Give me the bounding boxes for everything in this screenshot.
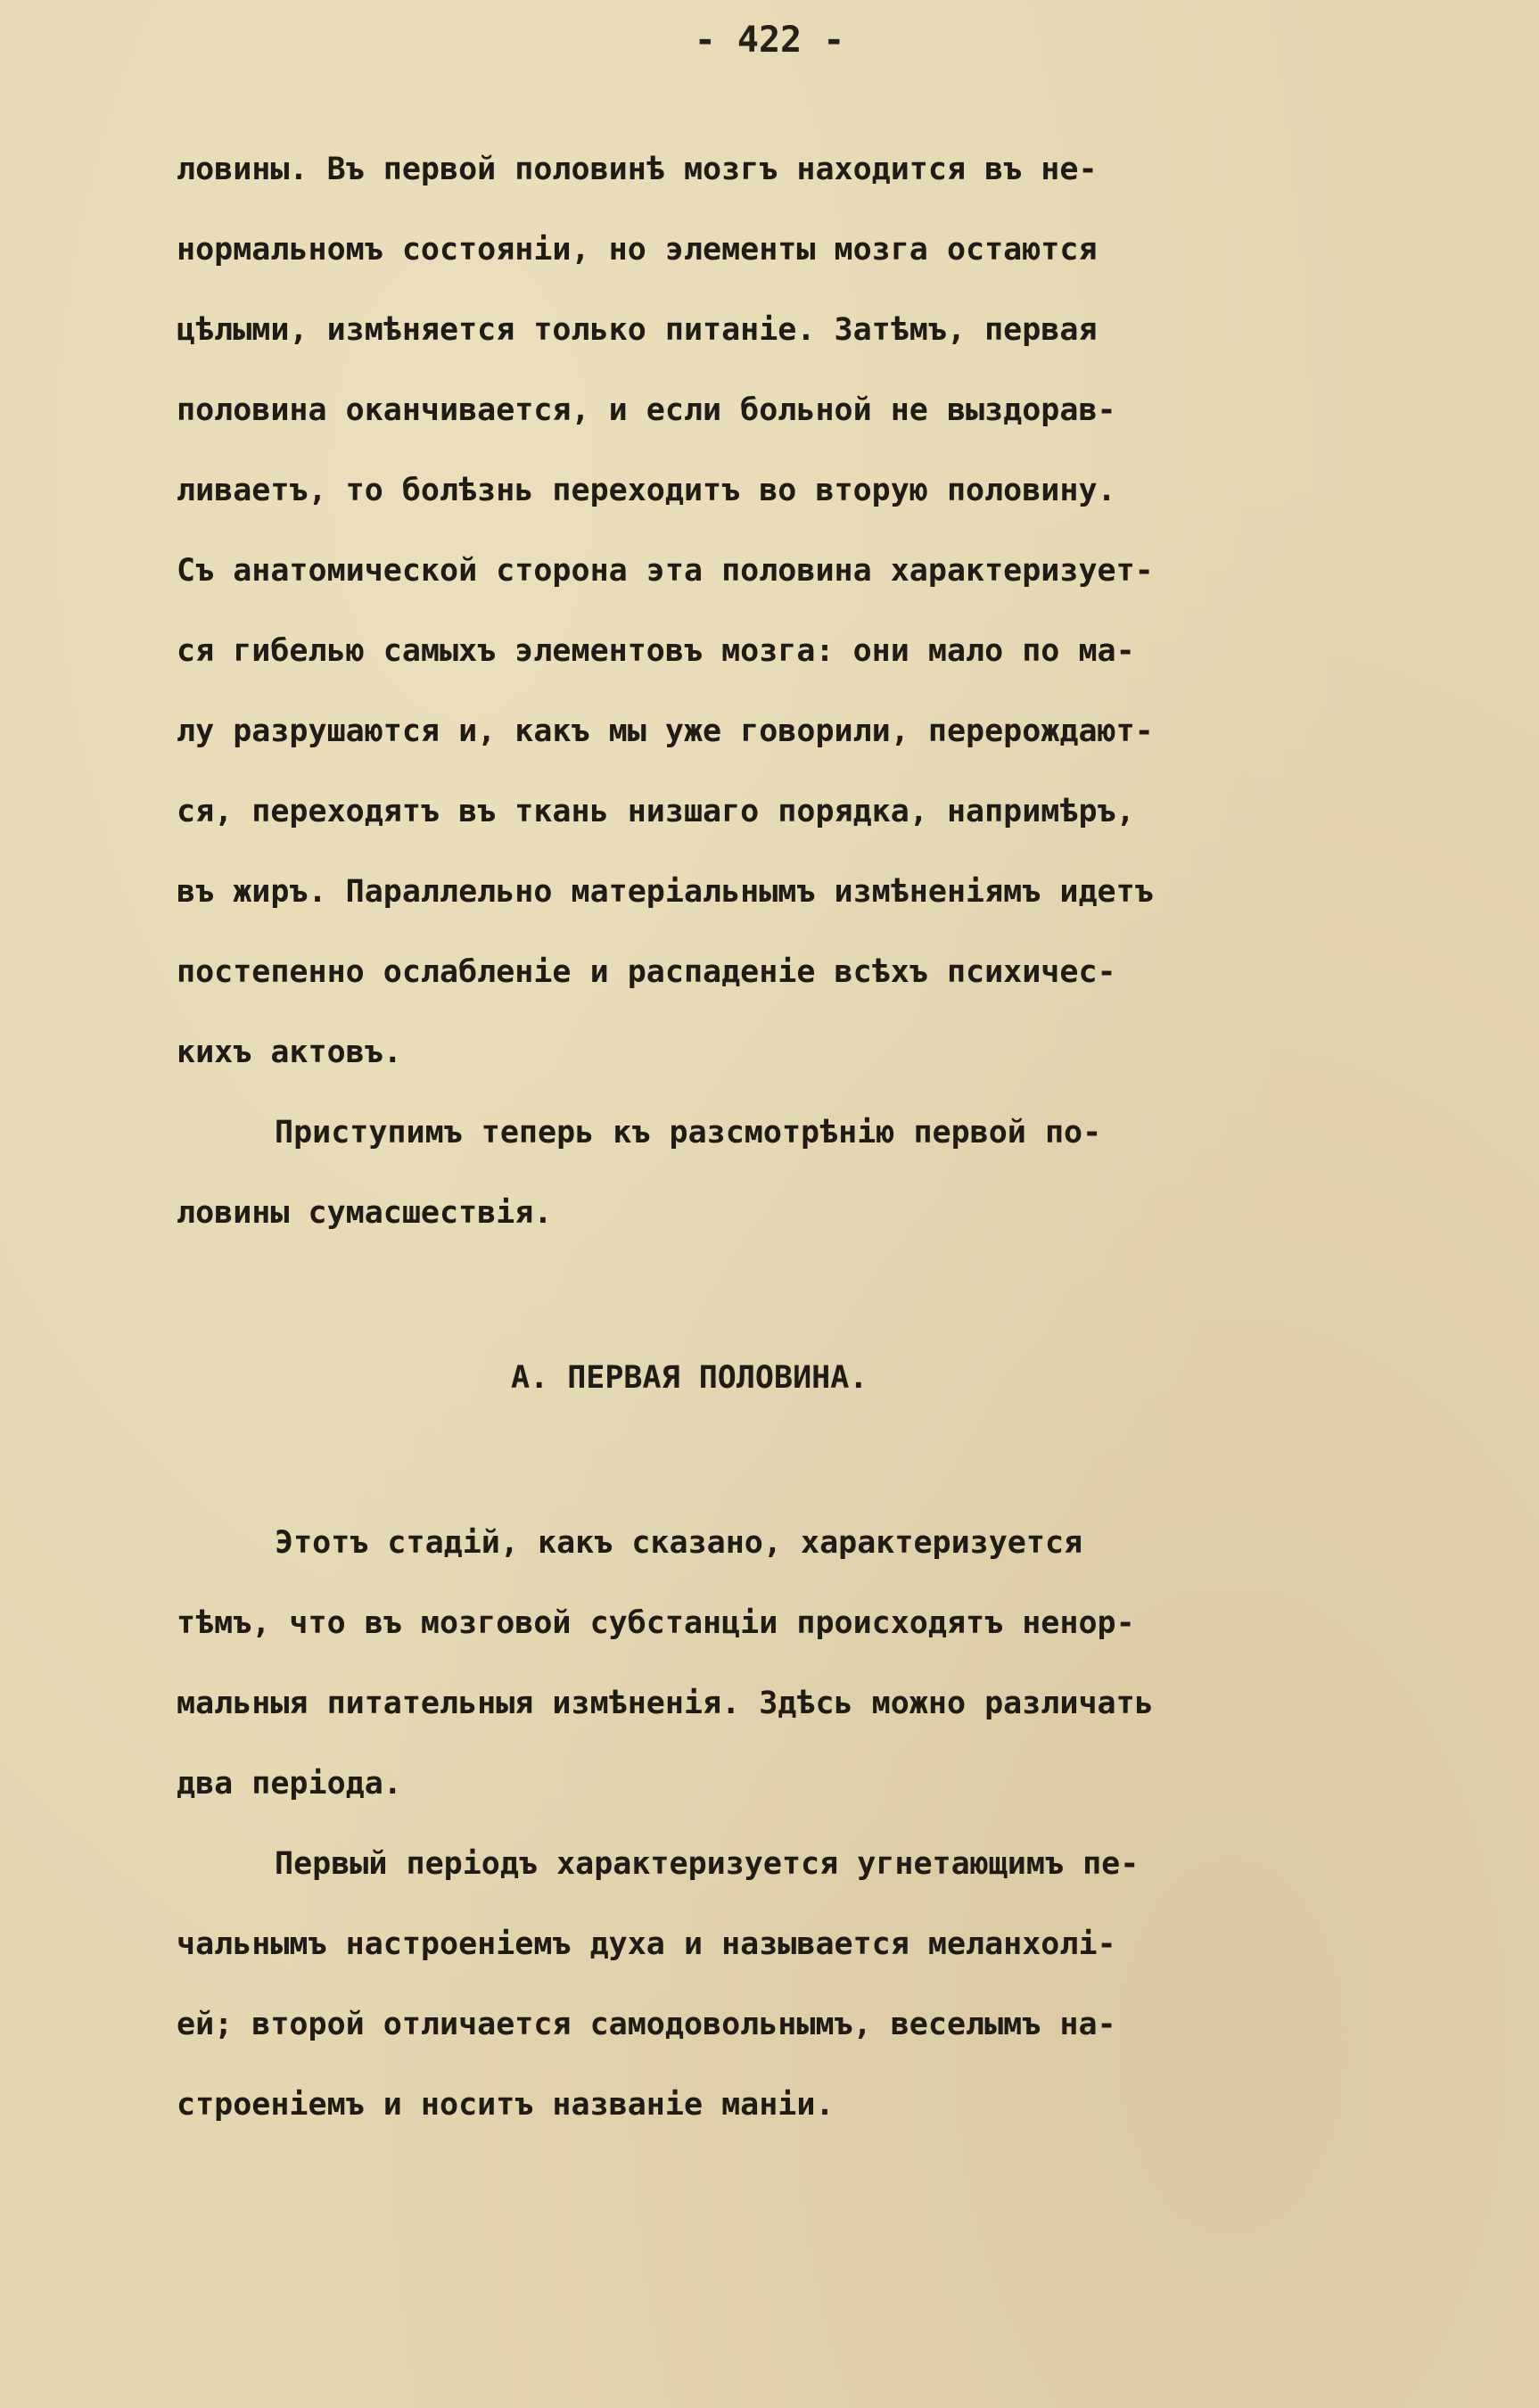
text-line: Этотъ стадiй, какъ сказано, характеризуется	[275, 1525, 1083, 1561]
text-line: нормальномъ состоянiи, но элементы мозга остаются	[177, 232, 1098, 268]
spacer	[177, 1423, 1469, 1507]
paragraph-2	[177, 1097, 1469, 1258]
text-line: Первый перiодъ характеризуется угнетающимъ пе-	[275, 1846, 1140, 1882]
text-line: половина оканчивается, и если больной не выздорав-	[177, 392, 1116, 428]
text-line: ся, переходятъ въ ткань низшаго порядка, напримѣръ,	[177, 794, 1135, 829]
text-line: ловины сумасшествiя.	[177, 1195, 553, 1231]
text-line: Съ анатомической сторона эта половина характеризует-	[177, 553, 1154, 589]
text-body	[177, 134, 1469, 2149]
text-line: въ жиръ. Параллельно матерiальнымъ измѣненiямъ идетъ	[177, 874, 1154, 910]
paragraph-1	[177, 134, 1469, 1097]
text-line: ловины. Въ первой половинѣ мозгъ находится въ не-	[177, 152, 1098, 187]
text-line: тѣмъ, что въ мозговой субстанцiи происходятъ ненор-	[177, 1605, 1135, 1641]
text-line: ей; второй отличается самодовольнымъ, веселымъ на-	[177, 2007, 1116, 2042]
text-line: Приступимъ теперь къ разсмотрѣнiю первой по-	[275, 1115, 1102, 1150]
page-number: - 422 -	[694, 20, 845, 61]
text-line: кихъ актовъ.	[177, 1035, 402, 1070]
section-heading: А. ПЕРВАЯ ПОЛОВИНА.	[511, 1360, 868, 1396]
text-line: цѣлыми, измѣняется только питанiе. Затѣмъ, первая	[177, 312, 1098, 348]
text-line: ся гибелью самыхъ элементовъ мозга: они мало по ма-	[177, 633, 1135, 669]
paragraph-4	[177, 1828, 1469, 2149]
text-line: постепенно ослабленiе и распаденiе всѣхъ психичес-	[177, 954, 1116, 990]
paragraph-3	[177, 1507, 1469, 1828]
text-line: лу разрушаются и, какъ мы уже говорили, перерождают-	[177, 713, 1154, 749]
spacer	[177, 1258, 1469, 1342]
text-line: два перiода.	[177, 1766, 402, 1802]
text-line: ливаетъ, то болѣзнь переходитъ во вторую половину.	[177, 473, 1116, 508]
text-line: мальныя питательныя измѣненiя. Здѣсь можно различать	[177, 1686, 1154, 1721]
text-line: чальнымъ настроенiемъ духа и называется меланхолi-	[177, 1926, 1116, 1962]
text-line: строенiемъ и носитъ названiе манiи.	[177, 2087, 835, 2123]
